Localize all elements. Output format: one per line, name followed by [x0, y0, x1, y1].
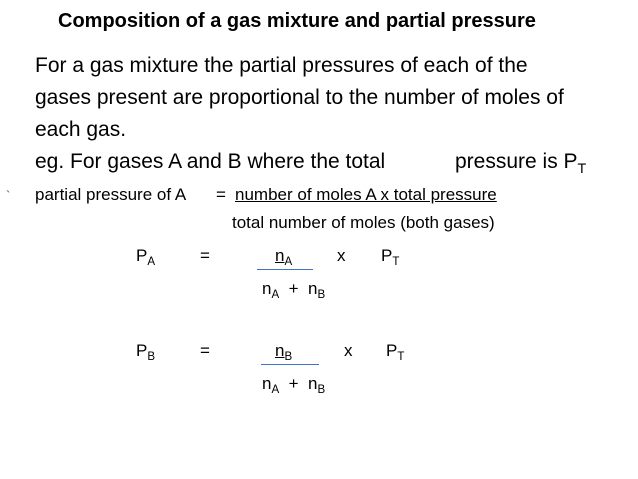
eq-b-denominator: $n_A + n_B$: [262, 374, 326, 397]
eq-a-rhs: $P_T$: [381, 246, 400, 269]
eq-b-lhs: $P_B$: [136, 341, 156, 364]
eq-a-denominator: $n_A + n_B$: [262, 279, 326, 302]
bullet-mark: `: [6, 188, 11, 203]
example-prefix: eg. For gases A and B where the total: [35, 150, 386, 173]
intro-line-2: gases present are proportional to the number of moles of: [35, 86, 564, 109]
eq-b-rhs: $P_T$: [386, 341, 405, 364]
definition-label: partial pressure of A: [35, 185, 187, 204]
eq-b-equals: =: [200, 341, 210, 360]
definition-equals: =: [216, 185, 226, 204]
eq-a-fraction-bar: [257, 269, 313, 270]
eq-a-times: x: [337, 246, 346, 265]
eq-a-numerator: $n_A$: [275, 246, 293, 269]
definition-denominator: total number of moles (both gases): [232, 213, 495, 232]
page-title: Composition of a gas mixture and partial pressure: [58, 10, 536, 32]
eq-a-equals: =: [200, 246, 210, 265]
example-suffix: pressure is $P_T$: [455, 150, 587, 177]
definition-numerator: number of moles A x total pressure: [235, 185, 497, 204]
eq-a-lhs: $P_A$: [136, 246, 156, 269]
eq-b-numerator: $n_B$: [275, 341, 293, 364]
eq-b-fraction-bar: [261, 364, 319, 365]
intro-line-3: each gas.: [35, 118, 127, 141]
intro-line-1: For a gas mixture the partial pressures of each of the: [35, 54, 528, 77]
eq-b-times: x: [344, 341, 353, 360]
